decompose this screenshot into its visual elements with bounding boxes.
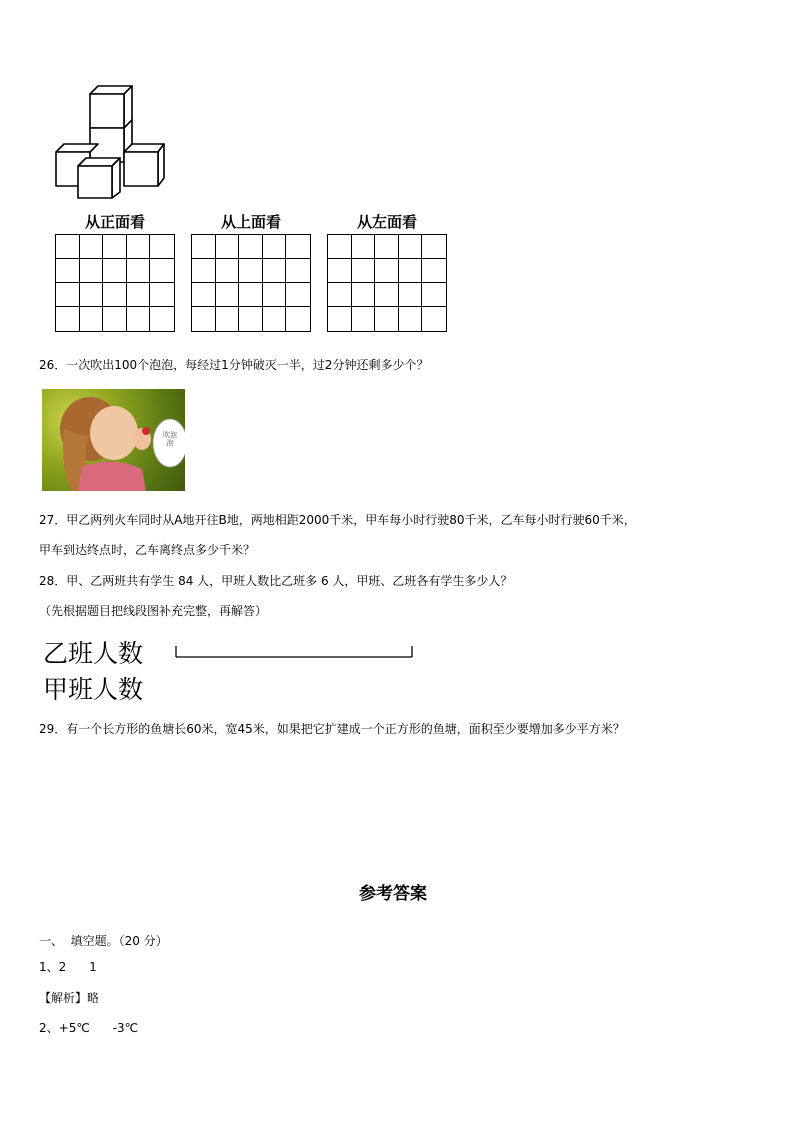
question-28-line1: 28．甲、乙两班共有学生 84 人，甲班人数比乙班多 6 人，甲班、乙班各有学生多少人？ (39, 574, 513, 588)
class-yi-label: 乙班人数 (43, 639, 144, 668)
front-view-grid (55, 234, 175, 332)
top-view-grid (191, 234, 311, 332)
question-28-line2: （先根据题目把线段图补充完整，再解答） (39, 604, 268, 618)
class-jia-label: 甲班人数 (43, 675, 144, 704)
bubble-girl-photo (42, 389, 185, 491)
left-view-grid (327, 234, 447, 332)
top-view-title: 从上面看 (220, 213, 281, 231)
question-27-line1: 27．甲乙两列火车同时从A地开往B地，两地相距2000千米，甲车每小时行驶80千米，乙车每小时行驶60千米， (39, 513, 636, 527)
question-27-line2: 甲车到达终点时，乙车离终点多少千米？ (39, 543, 256, 557)
question-29: 29．有一个长方形的鱼塘长60米，宽45米，如果把它扩建成一个正方形的鱼塘，面积至少要增加多少平方米？ (39, 722, 625, 736)
bubble-text: 吹泡泡 (163, 431, 177, 447)
line-segment-diagram (170, 643, 420, 663)
cube-figure (54, 82, 166, 200)
front-view-title: 从正面看 (84, 213, 145, 231)
answer-1: 1、2 1 (39, 960, 97, 974)
left-view-title: 从左面看 (356, 213, 417, 231)
answer-1-analysis: 【解析】略 (39, 991, 100, 1005)
answers-title: 参考答案 (359, 884, 427, 904)
question-26: 26．一次吹出100个泡泡，每经过1分钟破灭一半，过2分钟还剩多少个？ (39, 358, 429, 372)
answers-section-1: 一、 填空题。（20 分） (39, 934, 168, 948)
answer-2: 2、+5℃ -3℃ (39, 1021, 139, 1035)
